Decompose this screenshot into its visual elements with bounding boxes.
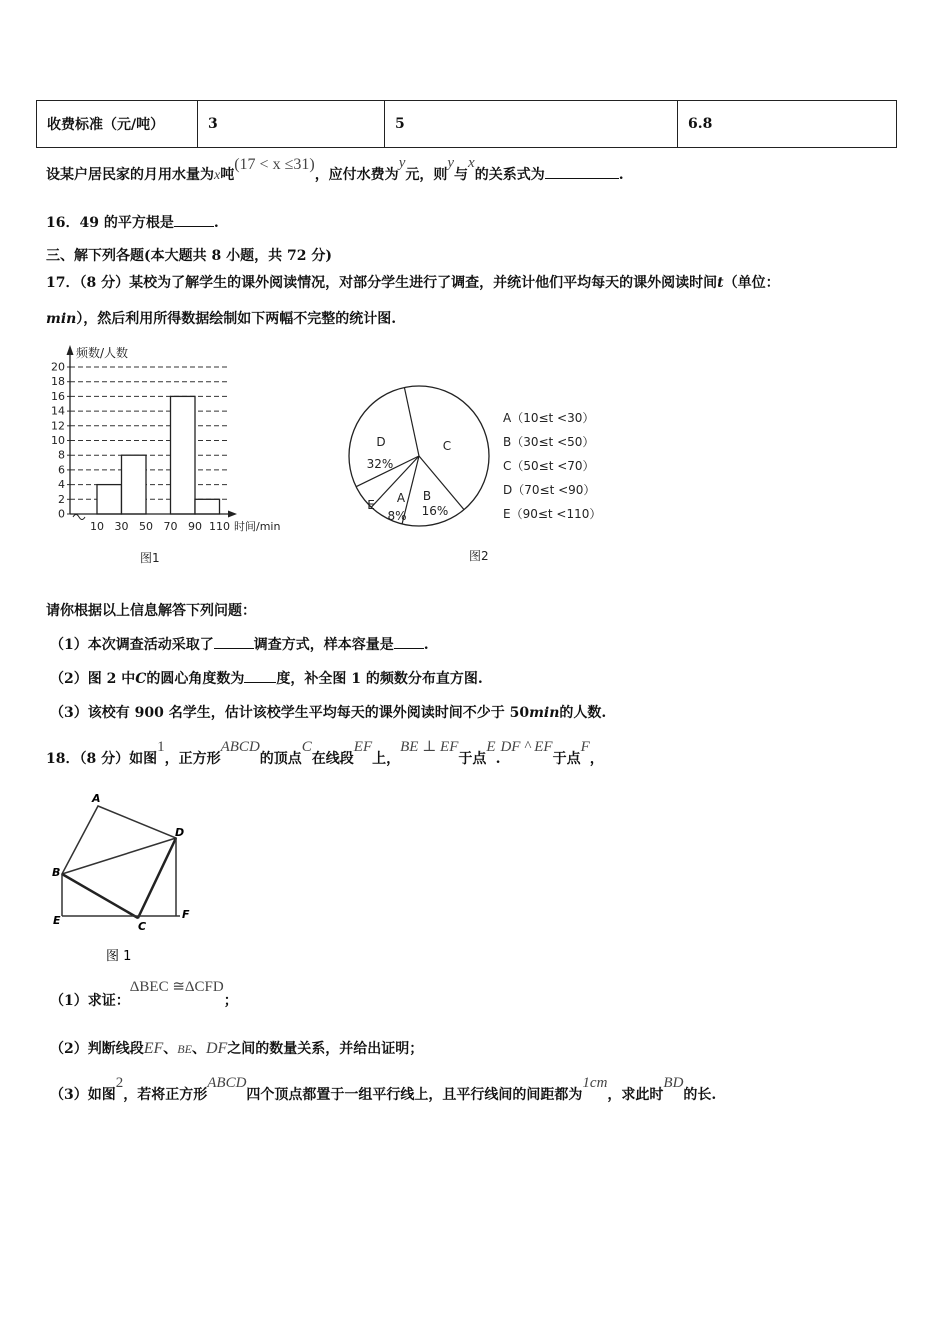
histogram-bar [97,485,122,514]
x-axis-label: 时间/min [234,520,281,533]
fee-value-cell: 5 [385,101,678,148]
pie-slice-label: D [376,435,386,449]
q17-text: 17．（8 分）某校为了解学生的课外阅读情况，对部分学生进行了调查，并统计他们平均每天的课外阅读时间 [46,275,718,291]
math-df: DF [205,1040,228,1057]
y-tick-label: 2 [58,492,65,506]
q18-text: （3）如图 [50,1087,116,1103]
histogram-bar [195,499,220,514]
label-d: D [175,826,185,839]
q17-text: ），然后利用所得数据绘制如下两幅不完整的统计图. [76,311,397,327]
square-abcd [62,806,176,918]
x-tick-label: 50 [139,520,153,533]
math-c: C [301,739,312,755]
y-tick-label: 0 [58,507,65,521]
q17-line2 [46,308,396,328]
diagonal-bd [62,838,176,874]
label-f: F [182,908,190,921]
x-axis-arrow [228,511,237,518]
pie-legend-item: D（70≤t <90） [503,483,596,497]
x-tick-label: 90 [188,520,202,533]
q18-text: 于点 [458,751,487,767]
q18-sub1 [50,979,238,1010]
q17-line1 [46,272,780,292]
math-ef: EF [143,1040,164,1057]
q18-text: ， [589,751,604,767]
pie-slices [349,386,489,526]
q17-prompt: 请你根据以上信息解答下列问题： [46,603,256,619]
y-tick-label: 12 [51,419,65,433]
chart-title: 图2 [469,549,489,563]
section-title: 三、解下列各题(本大题共 8 小题，共 72 分) [46,248,332,264]
table-row [37,101,897,148]
y-axis-label: 频数/人数 [76,346,129,360]
q18-text: ，求此时 [607,1087,664,1103]
q18-text: 上， [372,751,401,767]
pie-slice-percent: 32% [366,457,394,471]
math-abcd: ABCD [207,1075,247,1091]
segment-bc [62,874,138,918]
q17-text: （1）本次调查活动采取了 [50,637,214,653]
math-range: (17 < x ≤31) [234,156,315,173]
y-tick-label: 10 [51,434,65,447]
q15-line [46,155,624,184]
q18-text: 的长. [683,1087,717,1103]
x-tick-label: 110 [209,520,230,533]
unit-min: min [46,311,77,327]
q15-text: ，应付水费为 [314,167,399,183]
q17-sub3 [50,702,606,722]
pie-slice-label: E [367,498,375,512]
q18-text: 18．（8 分）如图 [46,751,158,767]
fee-header-cell: 收费标准（元/吨） [37,101,198,148]
q18-text: ； [223,993,238,1009]
fee-value-cell: 3 [198,101,385,148]
pie-slice-label: B [422,489,432,503]
answer-blank[interactable] [214,636,254,649]
math-f: F [580,739,590,755]
q17-sub2 [50,668,483,688]
label-a: A [92,792,101,805]
q17-text: 度，补全图 1 的频数分布直方图. [276,671,483,687]
q18-line [46,739,604,768]
label-b: B [52,866,61,879]
math-x: x [468,155,475,171]
math-ef: EF [353,739,373,755]
q18-text: （2）判断线段 [50,1041,144,1057]
answer-blank[interactable] [174,214,214,227]
y-tick-label: 4 [58,478,65,492]
q17-text: 的人数. [559,705,607,721]
q18-text: 在线段 [311,751,354,767]
y-tick-label: 8 [58,448,65,462]
unit-min: min [529,705,560,721]
q17-text: 调查方式，样本容量是 [253,637,394,653]
histogram-chart [40,336,310,572]
q18-text: 、 [163,1041,178,1057]
math-perp: BE ⊥ EF [400,739,459,755]
q17-text: 的圆心角度数为 [146,671,245,687]
fee-table [36,100,897,148]
q17-text: . [423,637,429,653]
q18-text: 之间的数量关系，并给出证明； [227,1041,424,1057]
q18-text: 、 [191,1041,206,1057]
q18-sub3 [50,1075,717,1104]
math-fig: 1 [157,739,165,755]
pie-legend [469,411,601,563]
square-figure [48,790,208,970]
math-abcd: ABCD [220,739,260,755]
pie-legend-item: E（90≤t <110） [503,507,602,521]
q18-text: 于点 [552,751,581,767]
pie-legend-item: C（50≤t <70） [503,459,595,473]
q15-text: 吨 [220,167,235,183]
y-tick-label: 18 [51,375,65,389]
q15-text: . [618,167,624,183]
math-x: x [214,168,221,183]
answer-blank[interactable] [244,670,276,683]
math-t: t [717,275,724,291]
math-y: y [398,155,406,171]
y-axis-arrow [67,345,74,355]
answer-blank[interactable] [545,166,619,179]
histogram-axes [67,345,238,520]
pie-slice-label: A [396,491,406,505]
label-c: C [138,920,147,933]
math-dist: 1cm [582,1075,608,1091]
pie-slice-percent: 16% [421,504,449,518]
x-tick-label: 10 [90,520,104,533]
q17-sub1 [50,634,429,654]
q15-text: 与 [454,167,469,183]
math-be: BE [177,1042,192,1056]
q15-text: 的关系式为 [474,167,545,183]
y-tick-label: 6 [58,463,65,477]
math-y: y [447,155,455,171]
pie-slice-label: C [442,439,452,453]
q16-text: . [213,215,219,231]
math-congruent: ΔBEC ≅ΔCFD [129,979,224,995]
q15-text: 设某户居民家的月用水量为 [46,167,214,183]
y-tick-label: 14 [51,404,65,418]
q18-text: ，若将正方形 [123,1087,208,1103]
math-perp: DF ^ EF [500,739,553,755]
q18-text: . [495,751,501,767]
math-bd: BD [663,1075,684,1091]
pie-legend-item: A（10≤t <30） [503,411,595,425]
histogram-bar [122,455,147,514]
q17-text: （3）该校有 900 名学生，估计该校学生平均每天的课外阅读时间不少于 50 [50,705,530,721]
y-tick-label: 20 [51,360,65,374]
q18-text: ，正方形 [164,751,221,767]
q17-text: （2）图 2 中 [50,671,136,687]
segment-cd [138,838,176,918]
q18-text: （1）求证： [50,993,130,1009]
q15-text: 元，则 [405,167,448,183]
q17-text: （单位： [723,275,780,291]
math-e: E [486,739,496,755]
histogram-bar [171,396,196,514]
histogram-labels [51,345,280,565]
y-tick-label: 16 [51,389,65,403]
chart-title: 图1 [140,551,160,565]
pie-slice-percent: 8% [387,509,407,523]
histogram-grid [70,367,230,499]
pie-legend-item: B（30≤t <50） [503,435,595,449]
q18-text: 的顶点 [259,751,302,767]
q18-sub2 [50,1038,423,1058]
answer-blank[interactable] [394,636,424,649]
math-c: C [135,671,147,687]
label-e: E [53,914,61,927]
q18-text: 四个顶点都置于一组平行线上，且平行线间的间距都为 [246,1087,583,1103]
pie-chart [335,384,635,564]
q16-line [46,212,219,232]
figure-caption: 图 1 [106,949,132,964]
fee-value-cell: 6.8 [678,101,897,148]
q16-text: 16．49 的平方根是 [46,215,174,231]
math-fig: 2 [115,1075,124,1091]
axis-break [73,515,85,520]
x-tick-label: 30 [114,520,129,533]
x-tick-label: 70 [163,520,178,533]
